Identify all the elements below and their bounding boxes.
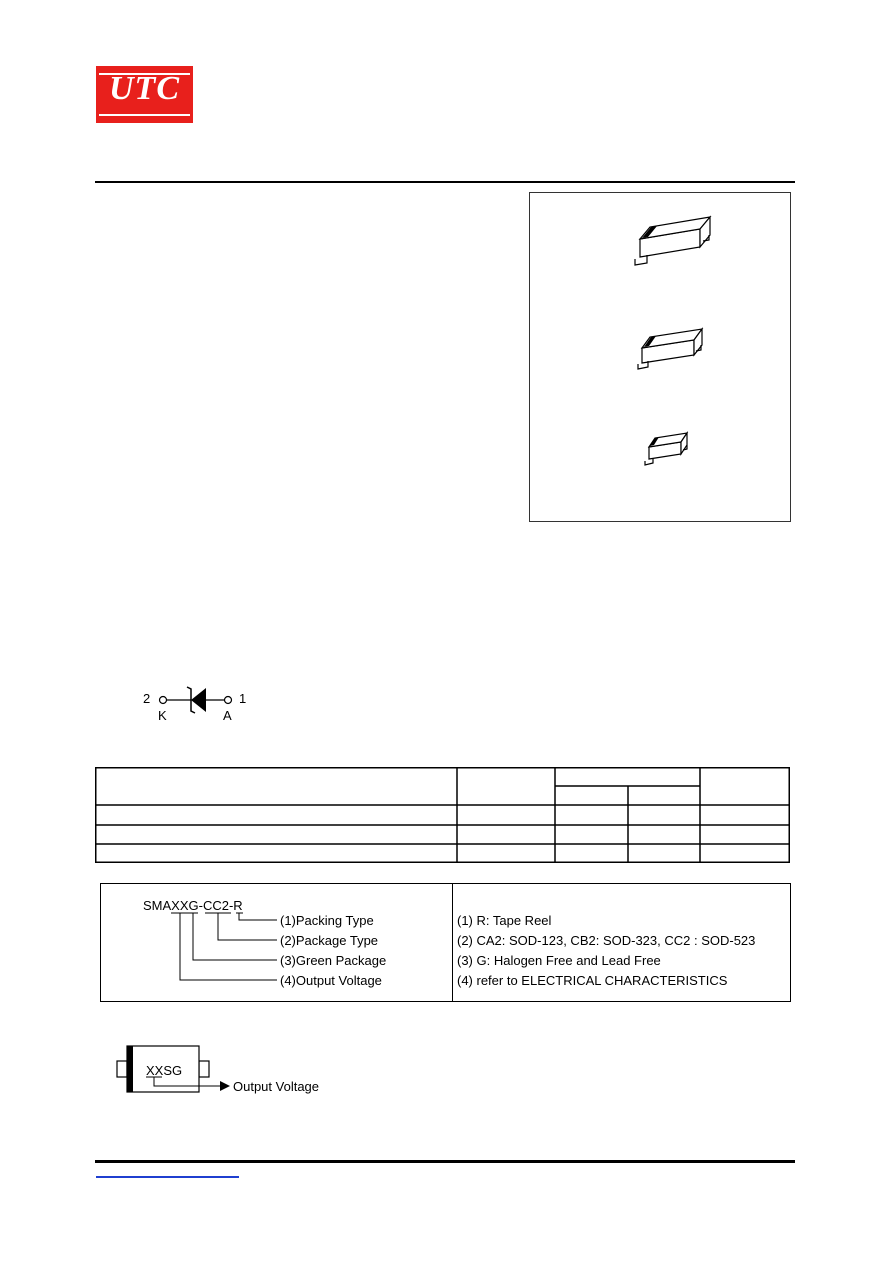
anode-label: A: [223, 708, 232, 723]
footer-website-link[interactable]: [96, 1176, 239, 1178]
marking-code: XXSG: [146, 1063, 183, 1078]
sod-323-package-icon: [638, 329, 702, 369]
ordering-desc-voltage: (4) refer to ELECTRICAL CHARACTERISTICS: [457, 973, 728, 988]
ordering-desc-green: (3) G: Halogen Free and Lead Free: [457, 953, 661, 968]
ordering-item-green-package: (3)Green Package: [280, 953, 387, 968]
pin1-label: 1: [239, 691, 247, 706]
ordering-item-package-type: (2)Package Type: [280, 933, 379, 948]
ordering-item-packing-type: (1)Packing Type: [280, 913, 374, 928]
cathode-label: K: [158, 708, 167, 723]
footer-rule: [95, 1160, 795, 1163]
logo-text: UTC: [109, 70, 180, 107]
ordering-item-output-voltage: (4)Output Voltage: [280, 973, 382, 988]
ratings-table-grid: [95, 767, 790, 863]
ordering-divider: [452, 884, 453, 1001]
header-rule: [95, 181, 795, 183]
package-images-box: [529, 192, 791, 522]
utc-logo: [96, 66, 193, 123]
package-drawings: [530, 193, 790, 521]
ordering-desc-packing: (1) R: Tape Reel: [457, 913, 552, 928]
pin2-label: 2: [143, 691, 151, 706]
sod-523-package-icon: [645, 433, 687, 465]
marking-package-icon: [110, 1044, 340, 1104]
ratings-table: [95, 767, 790, 863]
marking-output-voltage-label: Output Voltage: [233, 1079, 320, 1094]
ordering-desc-package: (2) CA2: SOD-123, CB2: SOD-323, CC2 : SOD-523: [457, 933, 756, 948]
sod-123-package-icon: [635, 217, 710, 265]
ordering-info-box: [100, 883, 791, 1002]
diode-symbol: [138, 680, 258, 725]
part-number-code: SMAXXG-CC2-R: [143, 898, 243, 913]
marking-diagram: [110, 1044, 340, 1104]
